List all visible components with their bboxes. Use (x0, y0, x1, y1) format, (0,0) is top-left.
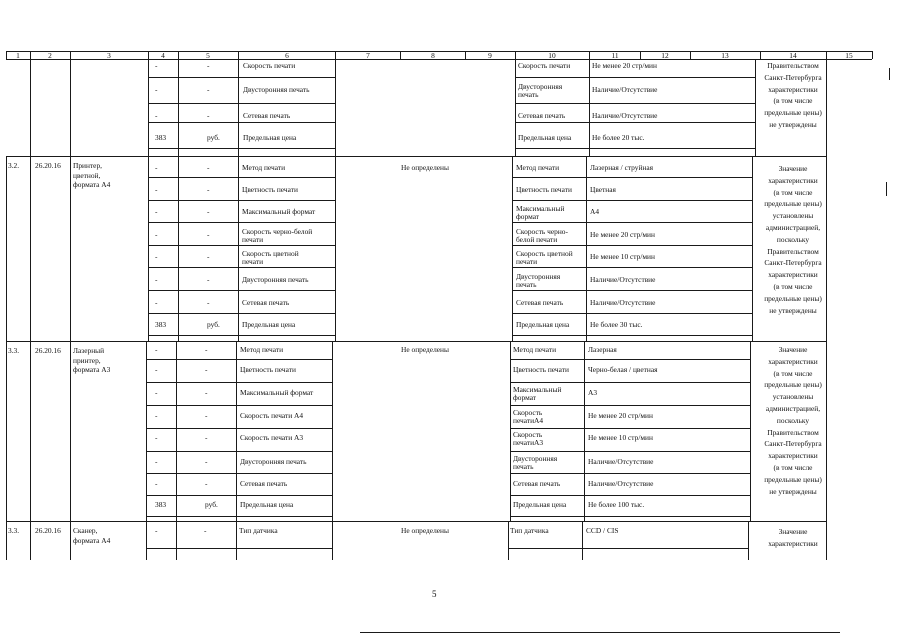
cell-value: Цветная (590, 185, 616, 194)
cell-characteristic-approved: Метод печати (516, 163, 560, 172)
cell-col4: - (155, 163, 158, 172)
cell-characteristic-approved: Предельная цена (513, 500, 567, 509)
cell-characteristic-line1: Скорость цветной (242, 249, 299, 258)
column-1-left-border (6, 156, 7, 341)
approval-note-line: характеристики (768, 451, 818, 461)
column-number-2: 2 (48, 50, 52, 60)
column-11-left-border (584, 341, 585, 521)
row-bottom-left (148, 290, 335, 291)
row-bottom-right (512, 267, 752, 268)
approval-note-line: (в том числе (773, 368, 813, 378)
row-bottom-left (148, 103, 335, 104)
approval-note-line: предельные цены) (764, 108, 822, 118)
cell-characteristic-approved-line2: формат (513, 393, 537, 402)
cell-col4: - (155, 433, 158, 442)
column-6-left-border (236, 521, 237, 560)
column-number-9: 9 (488, 50, 492, 60)
column-number-15: 15 (845, 50, 853, 60)
cell-col4: 383 (155, 500, 167, 509)
column-number-11: 11 (611, 50, 619, 60)
cell-col4: - (155, 457, 158, 466)
approval-note-line: Санкт-Петербурга (764, 258, 822, 268)
row-bottom-left (148, 267, 335, 268)
cell-characteristic-approved-line2: печатиА4 (513, 416, 544, 425)
approval-note-line: Правительством (767, 246, 819, 256)
column-number-1: 1 (16, 50, 20, 60)
cell-characteristic: Предельная цена (243, 133, 297, 142)
cell-col4: - (155, 61, 158, 70)
cell-col5: - (205, 433, 208, 442)
item-name-line: цветной, (73, 170, 101, 180)
cell-col4: - (155, 275, 158, 284)
scan-mark (886, 182, 887, 196)
cell-value: Наличие/Отсутствие (588, 479, 654, 488)
row-bottom-left (148, 313, 335, 314)
cell-col4: - (155, 207, 158, 216)
cell-characteristic-approved: Цветность печати (513, 365, 569, 374)
cell-col5: - (207, 111, 210, 120)
column-number-8: 8 (431, 50, 435, 60)
cell-col4: - (155, 411, 158, 420)
row-bottom-left (146, 405, 332, 406)
column-4-left-border (146, 521, 147, 560)
approval-note-line: (в том числе (773, 463, 813, 472)
cell-characteristic-approved: Сетевая печать (513, 479, 561, 488)
row-bottom-left (146, 359, 332, 360)
cell-value: Не более 100 тыс. (588, 500, 645, 509)
row-bottom-right (510, 405, 750, 406)
cell-col4: - (155, 526, 158, 535)
row-bottom-left (146, 382, 332, 383)
column-3-left-border (70, 521, 71, 560)
cell-characteristic-approved: Цветность печати (516, 185, 572, 194)
cell-characteristic-approved-line1: Двусторонняя (513, 454, 558, 463)
cell-col4: - (155, 365, 158, 374)
cell-col4: - (155, 252, 158, 261)
row-bottom-left (148, 148, 335, 149)
cell-characteristic: Скорость печати А3 (240, 433, 304, 442)
row-bottom-right (512, 200, 752, 201)
okpd2-code: 26.20.16 (35, 161, 61, 170)
cell-col5: - (207, 252, 210, 261)
row-bottom-right (512, 313, 752, 314)
row-bottom-left (146, 495, 332, 496)
row-bottom-left (148, 335, 335, 336)
cell-characteristic-approved-line1: Максимальный (513, 385, 562, 394)
row-bottom-left (148, 200, 335, 201)
cell-col5: руб. (207, 133, 220, 142)
cell-characteristic: Цветность печати (240, 365, 296, 374)
cell-value: Наличие/Отсутствие (588, 457, 654, 466)
cell-characteristic-approved: Метод печати (513, 345, 557, 354)
cell-value: А3 (588, 388, 598, 397)
cell-col5: - (207, 85, 210, 94)
row-bottom-left (148, 245, 335, 246)
cell-col5: - (205, 479, 208, 488)
approval-note-line: Санкт-Петербурга (764, 72, 822, 82)
approval-note-line: установлены (772, 211, 814, 221)
cell-characteristic-line2: печати (242, 235, 264, 244)
cell-col5: руб. (207, 320, 220, 329)
cell-characteristic: Сетевая печать (242, 298, 290, 307)
item-name-line: Принтер, (73, 161, 102, 170)
row-bottom-right (510, 359, 750, 360)
cell-value: Лазерная / струйная (590, 163, 654, 172)
cell-characteristic-approved-line1: Скорость черно- (516, 227, 568, 236)
column-number-10: 10 (548, 50, 556, 60)
cell-characteristic: Предельная цена (240, 500, 294, 509)
row-bottom-left (146, 516, 332, 517)
approval-note-line: администрацией, (765, 404, 821, 413)
cell-col4: - (155, 85, 158, 94)
item-name-line: Сканер, (73, 526, 98, 535)
cell-characteristic: Двусторонняя печать (242, 275, 309, 284)
row-bottom-right (512, 335, 752, 336)
column-2-left-border (30, 341, 31, 521)
cell-characteristic-approved-line2: белой печати (516, 235, 558, 244)
row-bottom-right (515, 103, 755, 104)
cell-characteristic-approved-line1: Скорость цветной (516, 249, 573, 258)
cell-characteristic: Метод печати (242, 163, 286, 172)
row-bottom-right (510, 516, 750, 517)
cell-characteristic: Двусторонняя печать (240, 457, 307, 466)
okpd2-code: 26.20.16 (35, 346, 61, 355)
cell-col4: - (155, 185, 158, 194)
cell-value: Не менее 10 стр/мин (590, 252, 655, 261)
page-number: 5 (432, 589, 437, 599)
row-bottom-left (148, 122, 335, 123)
cell-value: А4 (590, 207, 600, 216)
cell-characteristic: Предельная цена (242, 320, 296, 329)
cell-characteristic-approved: Сетевая печать (516, 298, 564, 307)
cell-characteristic-approved-line1: Двусторонняя (516, 272, 561, 281)
row-bottom-right (512, 290, 752, 291)
cell-characteristic-approved-line1: Двусторонняя (518, 82, 563, 91)
item-number: 3.3. (8, 526, 20, 535)
approval-note-line: Правительством (767, 61, 819, 70)
cell-col5: - (205, 457, 208, 466)
approval-note-line: предельные цены) (764, 293, 822, 303)
cell-characteristic: Скорость печати А4 (240, 411, 304, 420)
row-bottom-right (510, 428, 750, 429)
approval-note-line: установлены (772, 392, 814, 402)
column-4-left-border (146, 341, 147, 521)
cell-characteristic-approved-line2: печатиА3 (513, 438, 544, 447)
block-separator (6, 521, 826, 522)
cell-characteristic-approved-line2: печать (513, 462, 534, 471)
row-bottom-left (148, 77, 335, 78)
row-bottom-right (510, 451, 750, 452)
cell-value: Не менее 10 стр/мин (588, 433, 653, 442)
cell-value: Наличие/Отсутствие (592, 85, 658, 94)
cell-value: Наличие/Отсутствие (592, 111, 658, 120)
row-bottom-left (146, 548, 332, 549)
approval-note-line: характеристики (768, 175, 818, 185)
approval-note-line: характеристики (768, 84, 818, 94)
approval-note-line: Санкт-Петербурга (764, 439, 822, 449)
column-number-12: 12 (661, 50, 669, 60)
cell-col4: 383 (155, 133, 167, 142)
cell-characteristic-approved: Сетевая печать (518, 111, 566, 120)
approval-note-line: администрацией, (765, 223, 821, 232)
column-2-left-border (30, 156, 31, 341)
row-bottom-right (512, 222, 752, 223)
row-bottom-right (510, 495, 750, 496)
cell-characteristic: Цветность печати (242, 185, 298, 194)
cell-characteristic-approved-line1: Скорость (513, 430, 543, 439)
approval-note-line: предельные цены) (764, 380, 822, 390)
column-number-13: 13 (721, 50, 729, 60)
column-1-left-border (6, 521, 7, 560)
column-6-left-border (238, 59, 239, 156)
row-bottom-left (146, 451, 332, 452)
cell-value: Лазерная (588, 345, 617, 354)
cell-characteristic-line2: печати (242, 257, 264, 266)
cell-characteristic-approved-line2: печать (518, 90, 539, 99)
column-3-left-border (70, 59, 71, 156)
cell-value: Не более 30 тыс. (590, 320, 643, 329)
cell-col4: - (155, 111, 158, 120)
cell-characteristic: Максимальный формат (240, 388, 314, 397)
okpd2-code: 26.20.16 (35, 526, 61, 535)
column-11-left-border (589, 59, 590, 156)
cell-col5: - (205, 411, 208, 420)
cell-value: Не менее 20 стр/мин (588, 411, 653, 420)
approval-note-line: Правительством (767, 427, 819, 437)
approval-note-line: Значение (778, 527, 808, 536)
row-bottom-right (515, 77, 755, 78)
column-10-left-border (515, 59, 516, 156)
approval-note-line: (в том числе (773, 187, 813, 197)
column-4-left-border (148, 59, 149, 156)
cell-characteristic: Метод печати (240, 345, 284, 354)
column-7-left-border (335, 59, 336, 156)
row-bottom-left (146, 473, 332, 474)
column-number-14: 14 (789, 50, 797, 60)
item-name-line: формата А3 (73, 365, 111, 374)
item-name-line: формата А4 (73, 535, 111, 545)
not-defined-note: Не определены (401, 163, 449, 172)
column-6-left-border (236, 341, 237, 521)
approval-note-line: Значение (778, 345, 808, 354)
column-2-left-border (30, 59, 31, 156)
cell-characteristic: Двусторонняя печать (243, 85, 310, 94)
cell-value: Не более 20 тыс. (592, 133, 645, 142)
cell-characteristic: Скорость печати (243, 61, 296, 70)
approval-note-line: характеристики (768, 538, 818, 548)
cell-col5: - (204, 526, 207, 535)
cell-col5: - (207, 61, 210, 70)
block-separator (6, 341, 826, 342)
cell-value: CCD / CIS (586, 526, 619, 535)
row-bottom-left (146, 428, 332, 429)
cell-col5: - (207, 185, 210, 194)
item-name-line: формата А4 (73, 180, 111, 189)
row-bottom-left (148, 177, 335, 178)
column-5-left-border (176, 521, 177, 560)
column-7-left-border (332, 341, 333, 521)
not-defined-note: Не определены (401, 526, 449, 535)
cell-col5: - (207, 275, 210, 284)
cell-characteristic-approved: Тип датчика (510, 526, 549, 535)
cell-value: Наличие/Отсутствие (590, 275, 656, 284)
cell-col4: 383 (155, 320, 167, 329)
cell-col4: - (155, 298, 158, 307)
cell-characteristic: Максимальный формат (242, 207, 316, 216)
approval-note-line: (в том числе (773, 282, 813, 291)
column-2-left-border (30, 521, 31, 560)
cell-value: Черно-белая / цветная (588, 365, 658, 374)
cell-characteristic-approved-line2: формат (516, 212, 540, 221)
column-11-left-border (582, 521, 583, 560)
item-number: 3.3. (8, 346, 20, 355)
approval-note-line: характеристики (768, 356, 818, 366)
cell-value: Наличие/Отсутствие (590, 298, 656, 307)
cell-col5: - (207, 298, 210, 307)
cell-characteristic-approved-line2: печать (516, 280, 537, 289)
row-bottom-right (515, 122, 755, 123)
cell-col4: - (155, 388, 158, 397)
approval-note-line: характеристики (768, 270, 818, 280)
approval-note-line: поскольку (776, 234, 810, 244)
cell-characteristic-approved-line1: Скорость (513, 408, 543, 417)
not-defined-note: Не определены (401, 345, 449, 354)
cell-value: Не менее 20 стр/мин (590, 230, 655, 239)
approval-note-line: не утверждены (769, 305, 817, 315)
cell-characteristic-line1: Скорость черно-белой (242, 227, 313, 236)
cell-col4: - (155, 479, 158, 488)
cell-col5: - (205, 388, 208, 397)
column-number-6: 6 (285, 50, 289, 60)
column-5-left-border (178, 59, 179, 156)
row-bottom-left (148, 222, 335, 223)
row-bottom-right (510, 382, 750, 383)
approval-note-line: (в том числе (773, 96, 813, 106)
item-name-line: Лазерный (73, 346, 105, 355)
cell-characteristic-approved: Скорость печати (518, 61, 571, 70)
item-name-line: принтер, (73, 355, 101, 365)
approval-note-line: не утверждены (769, 486, 817, 496)
column-number-4: 4 (161, 50, 165, 60)
cell-col5: - (207, 230, 210, 239)
column-7-left-border (335, 156, 336, 341)
column-number-5: 5 (206, 50, 210, 60)
row-bottom-right (512, 245, 752, 246)
cell-characteristic-approved: Предельная цена (516, 320, 570, 329)
cell-characteristic-approved-line1: Максимальный (516, 204, 565, 213)
column-7-left-border (332, 521, 333, 560)
row-bottom-right (508, 548, 748, 549)
cell-characteristic-approved-line2: печати (516, 257, 538, 266)
cell-characteristic: Сетевая печать (240, 479, 288, 488)
cell-col4: - (155, 345, 158, 354)
approval-note-line: Значение (778, 164, 808, 173)
cell-col5: - (205, 345, 208, 354)
block-separator (6, 156, 826, 157)
row-bottom-right (510, 473, 750, 474)
scan-streak (360, 632, 840, 633)
approval-note-line: предельные цены) (764, 474, 822, 484)
row-bottom-right (512, 177, 752, 178)
approval-note-line: поскольку (776, 415, 810, 425)
column-1-left-border (6, 341, 7, 521)
cell-characteristic-approved: Предельная цена (518, 133, 572, 142)
column-3-left-border (70, 156, 71, 341)
cell-col4: - (155, 230, 158, 239)
cell-characteristic: Сетевая печать (243, 111, 291, 120)
row-bottom-right (515, 148, 755, 149)
cell-col5: - (205, 365, 208, 374)
cell-col5: - (207, 163, 210, 172)
column-number-7: 7 (366, 50, 370, 60)
cell-col5: - (207, 207, 210, 216)
approval-note-line: не утверждены (769, 120, 817, 129)
column-number-3: 3 (107, 50, 111, 60)
column-3-left-border (70, 341, 71, 521)
cell-col5: руб. (205, 500, 218, 509)
column-10-left-border (510, 341, 511, 521)
cell-value: Не менее 20 стр/мин (592, 61, 657, 70)
approval-note-line: предельные цены) (764, 199, 822, 209)
column-5-left-border (176, 341, 177, 521)
scan-mark (889, 68, 890, 80)
column-10-left-border (508, 521, 509, 560)
cell-characteristic: Тип датчика (239, 526, 278, 535)
item-number: 3.2. (8, 161, 20, 170)
